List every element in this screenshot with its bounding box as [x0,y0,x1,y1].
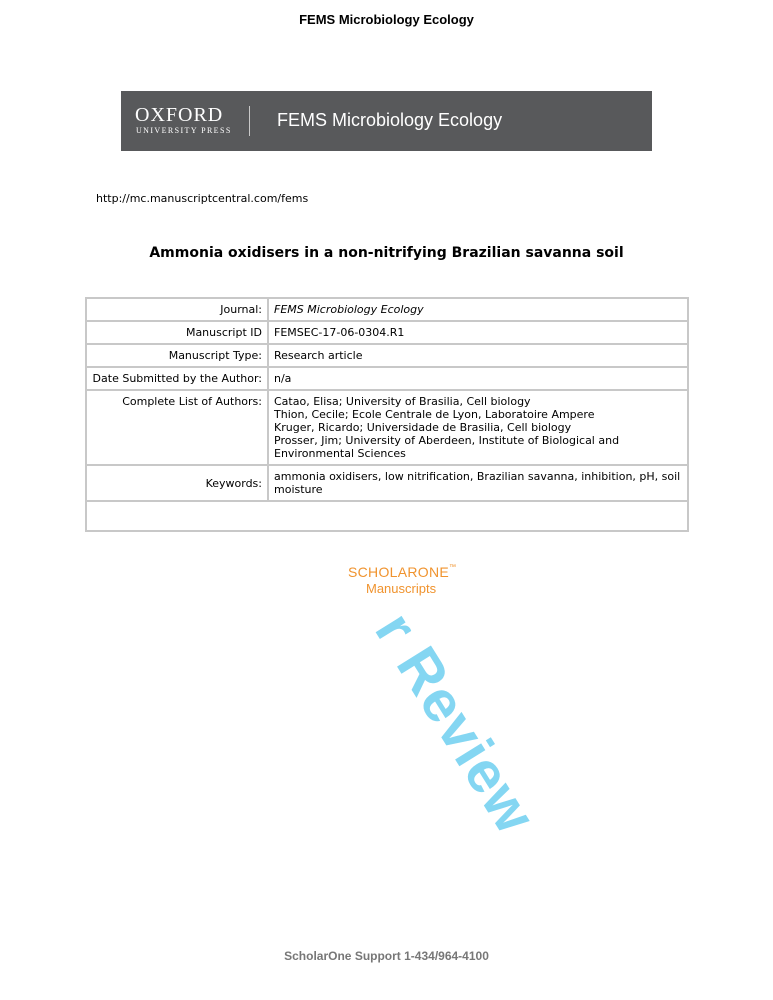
meta-row-manuscript-type [86,344,688,367]
manuscript-id-label: Manuscript ID [86,321,268,344]
scholarone-wordmark: SCHOLARONE [348,564,450,580]
banner-journal-name: FEMS Microbiology Ecology [277,110,503,130]
keywords-label: Keywords: [86,465,268,501]
keywords-line: moisture [274,483,323,496]
meta-row-empty [86,501,688,531]
meta-row-authors [86,390,688,465]
scholarone-logo-line1 [348,564,456,580]
scholarone-logo [348,564,456,596]
review-watermark: r Review [362,601,549,845]
manuscript-metadata-table [85,297,689,532]
author-line: Environmental Sciences [274,447,406,460]
author-line: Catao, Elisa; University of Brasilia, Cell biology [274,395,531,408]
authors-label: Complete List of Authors: [86,390,268,465]
date-submitted-value: n/a [268,367,688,390]
date-submitted-label: Date Submitted by the Author: [86,367,268,390]
meta-row-manuscript-id [86,321,688,344]
manuscript-central-url[interactable]: http://mc.manuscriptcentral.com/fems [96,192,309,205]
authors-value [268,390,688,465]
empty-cell [86,501,688,531]
meta-row-journal [86,298,688,321]
trademark-mark: ™ [449,564,457,571]
author-line: Thion, Cecile; Ecole Centrale de Lyon, Laboratoire Ampere [274,408,595,421]
oxford-press-label: UNIVERSITY PRESS [136,126,232,135]
scholarone-manuscripts-label: Manuscripts [366,581,437,596]
keywords-line: ammonia oxidisers, low nitrification, Brazilian savanna, inhibition, pH, soil [274,470,681,483]
manuscript-type-label: Manuscript Type: [86,344,268,367]
meta-row-keywords [86,465,688,501]
author-line: Kruger, Ricardo; Universidade de Brasilia, Cell biology [274,421,572,434]
journal-label: Journal: [86,298,268,321]
manuscript-type-value: Research article [268,344,688,367]
manuscript-title: Ammonia oxidisers in a non-nitrifying Brazilian savanna soil [149,245,624,261]
meta-row-date-submitted [86,367,688,390]
support-footer: ScholarOne Support 1-434/964-4100 [284,949,489,963]
oxford-logo: OXFORD [135,104,224,126]
journal-value: FEMS Microbiology Ecology [268,298,688,321]
keywords-value [268,465,688,501]
author-line: Prosser, Jim; University of Aberdeen, Institute of Biological and [274,434,620,447]
manuscript-id-value: FEMSEC-17-06-0304.R1 [268,321,688,344]
banner-divider [249,106,250,136]
page-header-title: FEMS Microbiology Ecology [299,12,474,27]
journal-banner [121,91,652,151]
